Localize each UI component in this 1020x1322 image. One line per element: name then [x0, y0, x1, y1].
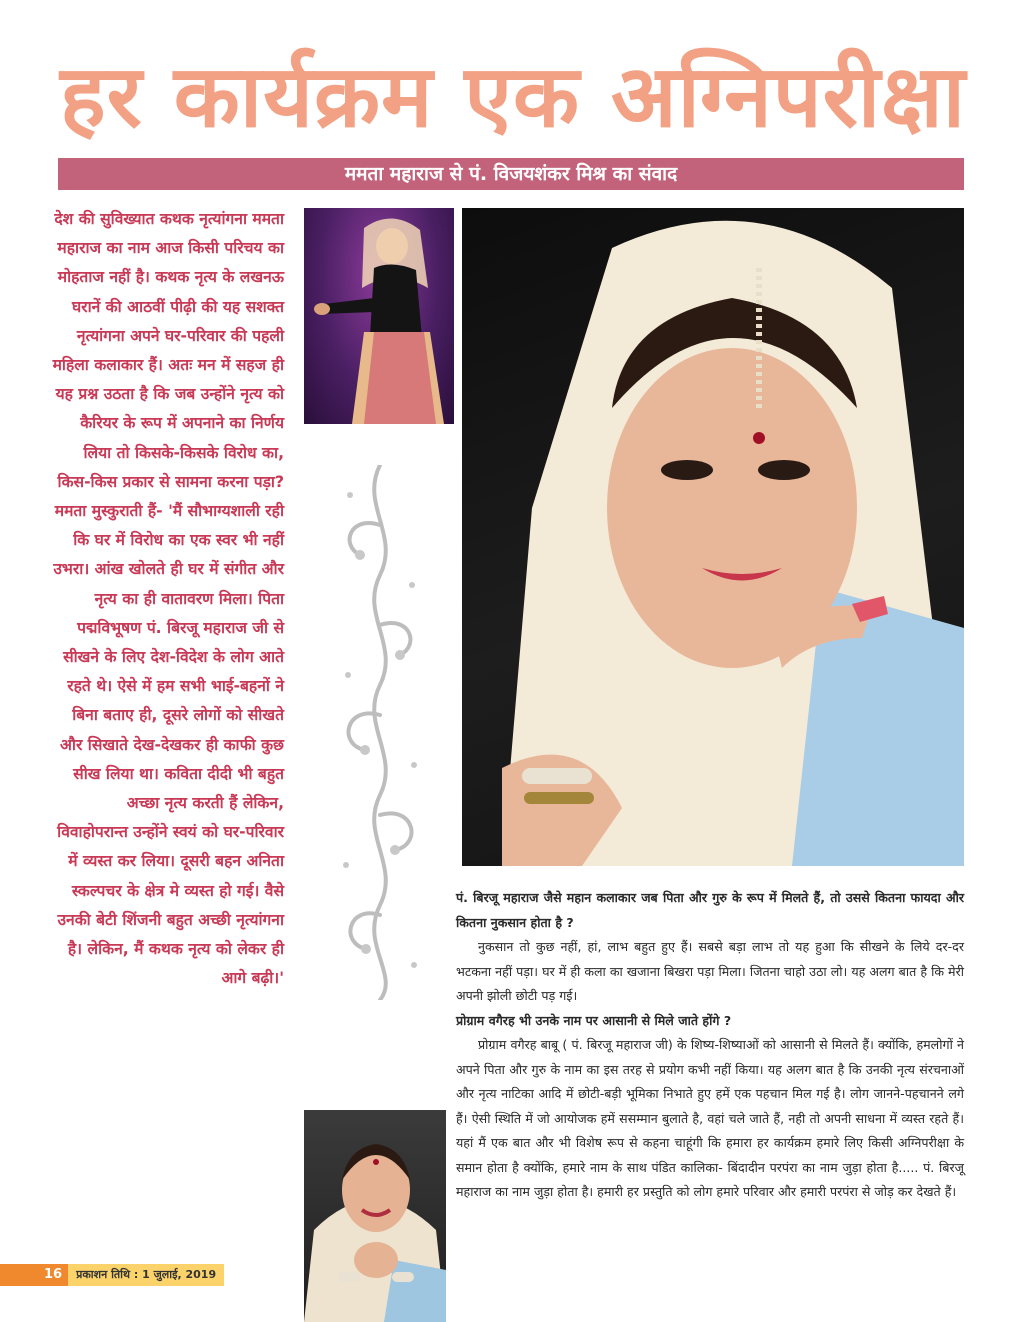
dancer-smiling-illustration [304, 1110, 446, 1322]
article-subtitle: ममता महाराज से पं. विजयशंकर मिश्र का संवाद [58, 158, 964, 190]
interview-question-1: पं. बिरजू महाराज जैसे महान कलाकार जब पिता और गुरु के रूप में मिलते हैं, तो उससे कितना फायदा और कितना नुकसान होता है ? [456, 890, 964, 930]
dancer-smiling-photo [304, 1110, 446, 1322]
page-number: 16 [0, 1264, 68, 1286]
dancer-performing-illustration [304, 208, 454, 424]
floral-scroll-ornament [330, 465, 430, 1000]
page-footer [0, 1264, 224, 1286]
intro-paragraph: देश की सुविख्यात कथक नृत्यांगना ममता महाराज का नाम आज किसी परिचय का मोहताज नहीं है। कथक नृत्य के लखनऊ घरानें की आठवीं पीढ़ी की यह सशक्त नृत्यांगना अपने घर-परिवार की पहली महिला कलाकार हैं। अतः मन में सहज ही यह प्रश्न उठता है कि जब उन्होंने नृत्य को कैरियर के रूप में अपनाने का निर्णय लिया तो किसके-किसके विरोध का, किस-किस प्रकार से सामना करना पड़ा? ममता मुस्कुराती हैं- 'मैं सौभाग्यशाली रही कि घर में विरोध का एक स्वर भी नहीं उभरा। आंख खोलते ही घर में संगीत और नृत्य का ही वातावरण मिला। पिता पद्मविभूषण पं. बिरजू महाराज जी से सीखने के लिए देश-विदेश के लोग आते रहते थे। ऐसे में हम सभी भाई-बहनों ने बिना बताए ही, दूसरे लोगों को सीखते और सिखाते देख-देखकर ही काफी कुछ सीख लिया था। कविता दीदी भी बहुत अच्छा नृत्य करती हैं लेकिन, विवाहोपरान्त उन्होंने स्वयं को घर-परिवार में व्यस्त कर लिया। दूसरी बहन अनिता स्कल्पचर के क्षेत्र मे व्यस्त हो गई। वैसे उनकी बेटी शिंजनी बहुत अच्छी नृत्यांगना है। लेकिन, मैं कथक नृत्य को लेकर ही आगे बढ़ी।' [52, 210, 284, 988]
interview-answer-2: प्रोग्राम वगैरह बाबू ( पं. बिरजू महाराज जी) के शिष्य-शिष्याओं को आसानी से मिलते हैं। क्योंकि, हमलोगों ने अपने पिता और गुरु के नाम का इस तरह से प्रयोग कभी नहीं किया। यह अलग बात है कि उनकी नृत्य संरचनाओं और नृत्य नाटिका आदि में छोटी-बड़ी भूमिका निभाते हुए हमें एक पहचान मिल गई है। लोग जानने-पहचानने लगे हैं। ऐसी स्थिति में जो आयोजक हमें ससम्मान बुलाते है, वहां चले जाते हैं, नही तो अपनी साधना में व्यस्त रहते हैं। यहां मैं एक बात और भी विशेष रूप से कहना चाहूंगी कि हमारा हर कार्यक्रम हमारे लिए किसी अग्निपरीक्षा के समान होता है क्योंकि, हमारे नाम के साथ पंडित कालिका- बिंदादीन परपंरा का नाम जुड़ा होता है..... पं. बिरजू महाराज का नाम जुड़ा होता है। हमारी हर प्रस्तुति को लोग हमारे परिवार और हमारी परपंरा से जोड़ कर देखते हैं। [456, 1037, 964, 1199]
article-title: हर कार्यक्रम एक अग्निपरीक्षा [60, 47, 967, 147]
dancer-portrait-illustration [462, 208, 964, 866]
interview-column [456, 886, 964, 1205]
dancer-performing-photo [304, 208, 454, 424]
dancer-portrait-photo [462, 208, 964, 866]
publication-date: प्रकाशन तिथि : 1 जुलाई, 2019 [68, 1264, 224, 1286]
interview-answer-1: नुकसान तो कुछ नहीं, हां, लाभ बहुत हुए हैं। सबसे बड़ा लाभ तो यह हुआ कि सीखने के लिये दर-दर भटकना नहीं पड़ा। घर में ही कला का खजाना बिखरा पड़ा मिला। जितना चाहो उठा लो। यह अलग बात है कि मेरी अपनी झोली छोटी पड़ गई। [456, 939, 964, 1003]
intro-column [52, 205, 284, 993]
interview-question-2: प्रोग्राम वगैरह भी उनके नाम पर आसानी से मिले जाते होंगे ? [456, 1012, 732, 1028]
